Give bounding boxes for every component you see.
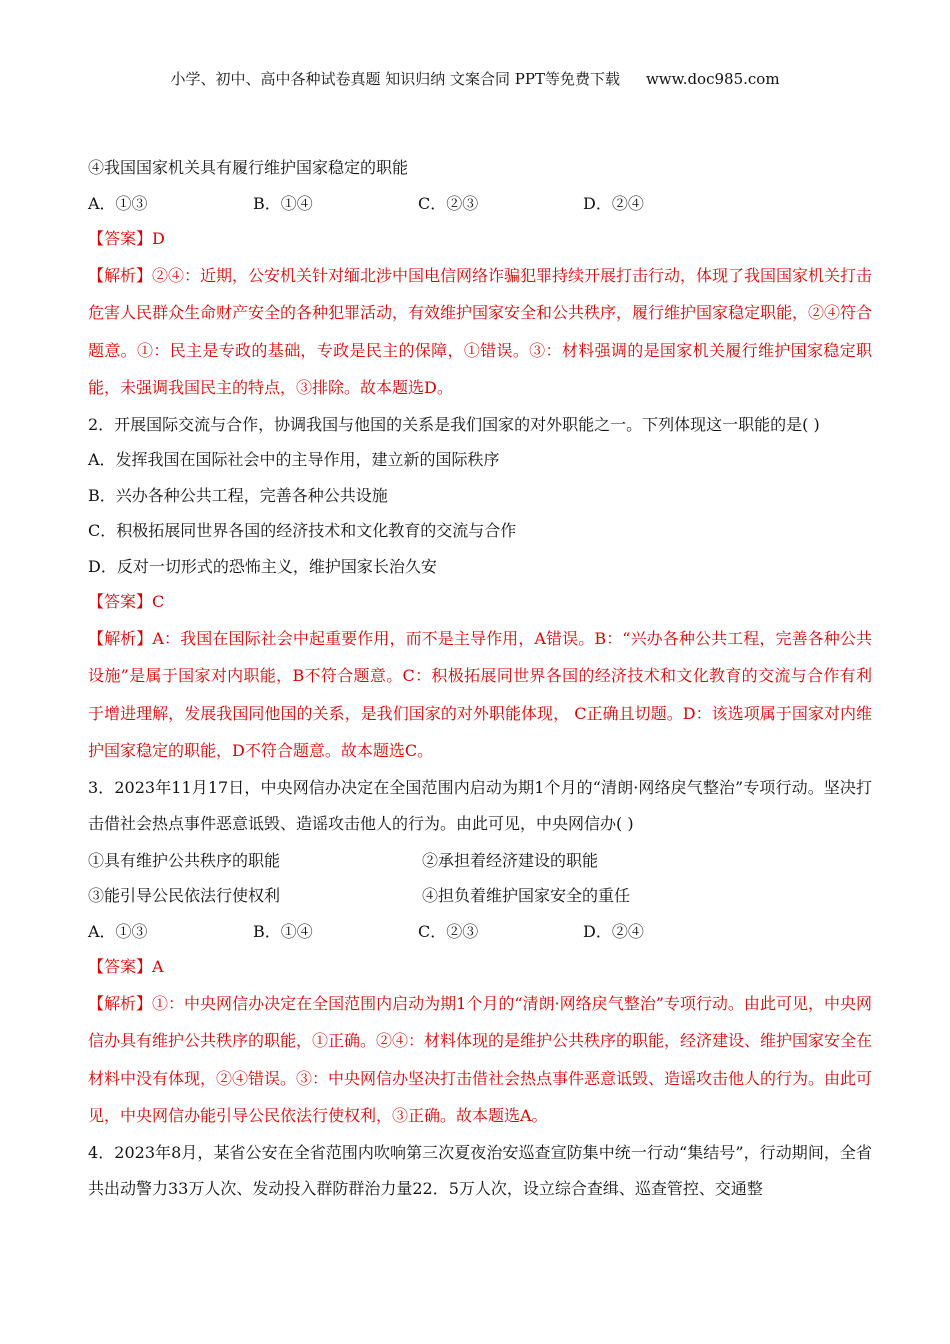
q4-stem: 4．2023年8月，某省公安在全省范围内吹响第三次夏夜治安巡查宣防集中统一行动“集结号”，行动期间，全省共出动警力33万人次、发动投入群防群治力量22．5万人次，设立综合查缉、巡查管控、交通整 xyxy=(88,1142,872,1198)
q2-answer: 【答案】C xyxy=(88,592,165,611)
header-site[interactable]: www.doc985.com xyxy=(645,70,780,88)
q1-option-b: B．①④ xyxy=(253,193,313,213)
q1-option-a: A．①③ xyxy=(88,193,148,213)
q1-options xyxy=(88,186,872,222)
q3-option-c: C．②③ xyxy=(418,921,479,941)
q1-item-4: ④我国国家机关具有履行维护国家稳定的职能 xyxy=(88,158,409,177)
q1-analysis: 【解析】②④：近期，公安机关针对缅北涉中国电信网络诈骗犯罪持续开展打击行动，体现了我国国家机关打击危害人民群众生命财产安全的各种犯罪活动，有效维护国家安全和公共秩序，履行维护国家稳定职能，②④符合题意。①：民主是专政的基础，专政是民主的保障，①错误。③：材料强调的是国家机关履行维护国家稳定职能，未强调我国民主的特点，③排除。故本题选D。 xyxy=(88,265,873,397)
q1-option-d: D．②④ xyxy=(583,193,644,213)
q2-option-c: C．积极拓展同世界各国的经济技术和文化教育的交流与合作 xyxy=(88,521,517,540)
q3-stem: 3．2023年11月17日，中央网信办决定在全国范围内启动为期1个月的“清朗·网络戾气整治”专项行动。坚决打击借社会热点事件恶意诋毁、造谣攻击他人的行为。由此可见，中央网信办( ) xyxy=(88,777,872,833)
q3-item-4: ④担负着维护国家安全的重任 xyxy=(422,886,631,905)
page-header xyxy=(0,68,950,89)
q3-option-a: A．①③ xyxy=(88,921,148,941)
q3-option-d: D．②④ xyxy=(583,921,644,941)
q1-answer: 【答案】D xyxy=(88,229,165,248)
q2-option-b: B．兴办各种公共工程，完善各种公共设施 xyxy=(88,485,388,505)
q3-item-1: ①具有维护公共秩序的职能 xyxy=(88,850,281,870)
header-text: 小学、初中、高中各种试卷真题 知识归纳 文案合同 PPT等免费下载 xyxy=(170,70,620,88)
q3-analysis: 【解析】①：中央网信办决定在全国范围内启动为期1个月的“清朗·网络戾气整治”专项行动。由此可见，中央网信办具有维护公共秩序的职能，①正确。②④：材料体现的是维护公共秩序的职能，经济建设、维护国家安全在材料中没有体现，②④错误。③：中央网信办坚决打击借社会热点事件恶意诋毁、造谣攻击他人的行为。由此可见，中央网信办能引导公民依法行使权利，③正确。故本题选A。 xyxy=(88,993,873,1125)
q2-option-d: D．反对一切形式的恐怖主义，维护国家长治久安 xyxy=(88,556,437,576)
q3-items-row-2 xyxy=(88,878,872,914)
q3-item-3: ③能引导公民依法行使权利 xyxy=(88,886,281,905)
q1-option-c: C．②③ xyxy=(418,193,479,213)
q2-option-a: A．发挥我国在国际社会中的主导作用，建立新的国际秩序 xyxy=(88,450,500,469)
q3-options xyxy=(88,914,872,950)
q3-answer: 【答案】A xyxy=(88,957,164,976)
q3-items-row-1 xyxy=(88,843,872,879)
q3-option-b: B．①④ xyxy=(253,921,313,941)
q3-item-2: ②承担着经济建设的职能 xyxy=(422,850,599,870)
document-body xyxy=(88,150,872,1208)
q2-analysis: 【解析】A：我国在国际社会中起重要作用，而不是主导作用，A错误。B：“兴办各种公共工程，完善各种公共设施”是属于国家对内职能，B不符合题意。C：积极拓展同世界各国的经济技术和文化教育的交流与合作有利于增进理解，发展我国同他国的关系，是我们国家的对外职能体现， C正确且切题。D：该选项属于国家对内维护国家稳定的职能，D不符合题意。故本题选C。 xyxy=(88,628,872,760)
q2-stem: 2．开展国际交流与合作，协调我国与他国的关系是我们国家的对外职能之一。下列体现这一职能的是( ) xyxy=(88,414,820,434)
